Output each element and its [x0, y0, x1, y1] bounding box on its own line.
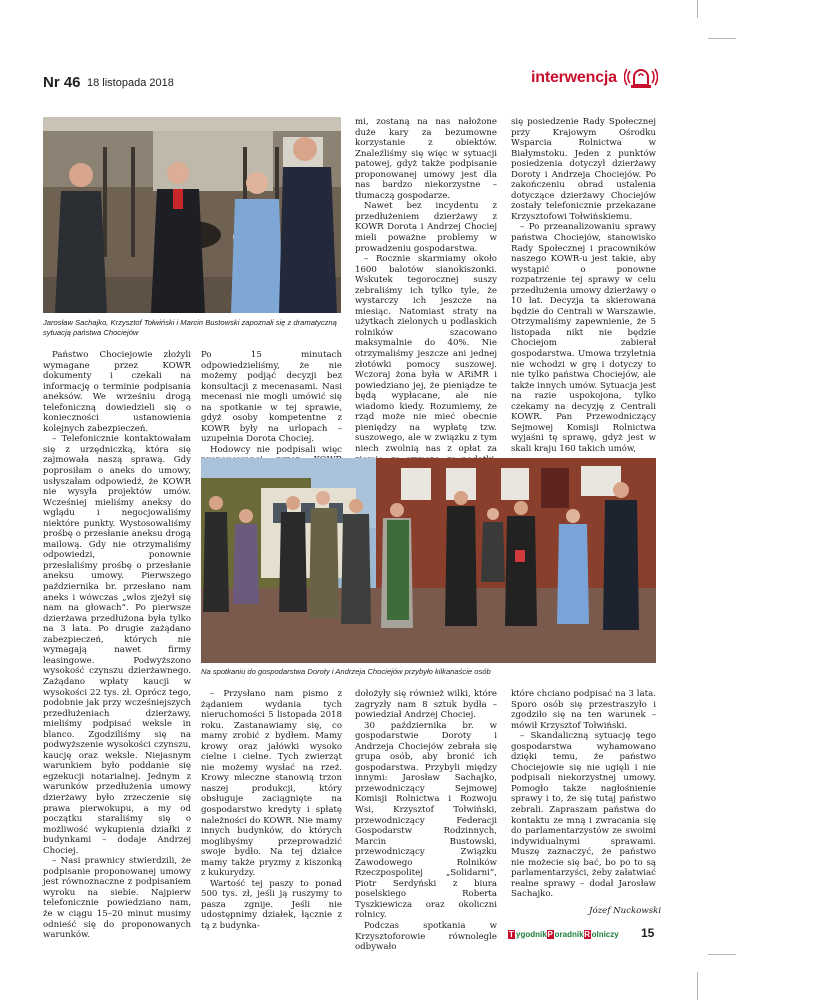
paragraph: – Rocznie skarmiamy około 1600 balotów sianokiszonki. Wskutek tegorocznej suszy zebraliśmy ich tylko tyle, że wystarczy ich jeszcze na miesiąc. Natomiast straty na użytkach zielonych u podlaskich rolników szacowano maksymalnie do 40%. Nie otrzymaliśmy jeszcze ani jednej złotówki pomocy suszowej. Wczoraj żona była w ARiMR i powiedziano jej, że pieniądze te będą wypłacane, ale nie wiadomo kiedy. Rozumiemy, że rząd może nie mieć obecnie pieniędzy na wypłatę tzw. suszowego, ale w związku z tym niech zwolnią nas z opłat za: [355, 254, 497, 454]
paragraph: 30 października br. w gospodarstwie Doroty i Andrzeja Chociejów zebrała się grupa osób, aby bronić ich gospodarstwa. Przybyli między innymi: Jarosław Sachajko, przewodniczący Sejmowej Komisji Rolnictwa i Rozwoju Wsi, Krzysztof Tołwiński, przewodniczący Federacji Gospodarstw Rodzinnych, Marcin Bustowski, przewodniczący Związku Zawodowego Rolników Rzeczpospolitej „Solidarni”, Piotr Serdyński z biura poselskiego Roberta Tyszkiewicza oraz okoliczni rolnicy.: [355, 720, 497, 921]
paragraph: – Po przeanalizowaniu sprawy państwa Chociejów, stanowisko Rady Społecznej i pracowników naszego KOWR-u jest takie, aby wystąpić o ponowne rozpatrzenie tej sprawy w celu przedłużenia umowy dzierżawy o 10 lat. Decyzja ta skierowana będzie do Centrali w Warszawie. Otrzymaliśmy zapewnienie, że 5 listopada nikt nie będzie Chociejom zabierał gospodarstwa. Umowa trzyletnia nie wchodzi w grę i dotyczy to nie tylko państwa Chociejów, ale także innych umów. Sytuacja jest na razie uspokojona, tylko czekamy na decyzję z Centrali KOWR. Pan Przewodniczący Sejmowej Komisji Rolnictwa wyjaśni tę sprawę, gdyż jest w skali kraju 160 takich umów,: [511, 222, 656, 454]
paragraph: Wartość tej paszy to ponad 500 tys. zł, jeśli ją ruszymy to pasza zgnije. Jeśli nie udostępnimy działek, łącznie z tą z budynka-: [201, 878, 342, 932]
paragraph: które chciano podpisać na 3 lata. Sporo osób się przestraszyło i zgodziło się na ten warunek – mówił Krzysztof Tołwiński.: [511, 689, 656, 731]
crop-mark: [697, 972, 698, 1000]
author-signature: Józef Nuckowski: [589, 906, 662, 916]
crop-mark: [708, 38, 736, 39]
photo-barn-meeting: [43, 117, 341, 313]
alarm-siren-icon: [624, 63, 658, 89]
issue-date: 18 listopada 2018: [87, 77, 174, 89]
paragraph: – Nasi prawnicy stwierdzili, że podpisanie proponowanej umowy jest równoznaczne z podpisaniem wyroku na siebie. Najpierw telefonicznie powiedziano nam, że w ciągu 15–20 minut musimy odnieść się do proponowanych warunków.: [43, 856, 191, 941]
paragraph: mi, zostaną na nas nałożone duże kary za bezumowne korzystanie z obiektów. Znaleźliśmy się więc w sytuacji patowej, gdyż także podpisanie proponowanej umowy jest dla nas bardzo niekorzystne – tłumaczą gospodarze.: [355, 117, 497, 201]
paragraph: dołożyły się również wilki, które zagryzły nam 8 sztuk bydła – powiedział Andrzej Chociej.: [355, 689, 497, 721]
article-column-3-bottom: [355, 689, 497, 953]
paragraph: Nawet bez incydentu z przedłużeniem dzierżawy z KOWR Dorota i Andrzej Chociej mieli poważne problemy w prowadzeniu gospodarstwa.: [355, 201, 497, 254]
photo-group-meeting: [201, 458, 656, 663]
page-number: 15: [641, 926, 655, 940]
article-column-4-bottom: [511, 689, 656, 900]
paragraph: – Przysłano nam pismo z żądaniem wydania tych nieruchomości 5 listopada 2018 roku. Zastanawiamy się, co mamy zrobić z bydłem. Mamy krowy oraz jałówki wysoko cielne i cielne. Tych zwierząt nie możemy wysłać na rzeź. Krowy mleczne stanowią trzon naszej produkcji, który obsługuje zaciągnięte na gospodarstwo kredyty i spłatę należności do KOWR. Nie mamy innych budynków, do których moglibyśmy przeprowadzić swoje bydło. Na tej działce mamy także pryzmy z kiszonką z kukurydzy.: [201, 689, 342, 879]
photo-caption-top: Jarosław Sachajko, Krzysztof Tołwiński i Marcin Bustowski zapoznali się z dramatyczną sytuacją państwa Chociejów: [43, 318, 337, 337]
article-column-1: [43, 350, 191, 941]
section-title: interwencja: [531, 69, 617, 86]
publication-logo: T ygodnikP oradnikR olniczy: [509, 930, 619, 939]
crop-mark: [708, 954, 736, 955]
article-column-3-top: [355, 117, 497, 476]
paragraph: się posiedzenie Rady Społecznej przy Krajowym Ośrodku Wsparcia Rolnictwa w Białymstoku. Jeden z punktów posiedzenia dotyczył dzierżawy Doroty i Andrzeja Chociejów. Po zakończeniu obrad ustalenia dotyczące dzierżawy Chociejów zostały telefonicznie przekazane Krzysztofowi Tołwińskiemu.: [511, 117, 656, 222]
paragraph: – Skandaliczną sytuację tego gospodarstwa wyhamowano dzięki temu, że państwo Chociejowie się nie ugięli i nie podpisali niekorzystnej umowy. Pomogło także nagłośnienie sprawy i to, że się tutaj państwo zebrali. Zapraszam państwa do kontaktu ze mną i zwracania się do parlamentarzystów ze swoimi indywidualnymi sprawami. Muszę zaznaczyć, że państwo nie możecie się bać, bo po to są parlamentarzyści, żeby załatwiać realne sprawy – dodał Jarosław Sachajko.: [511, 731, 656, 900]
paragraph: Podczas spotkania w Krzysztoforowie równolegle odbywało: [355, 921, 497, 953]
issue-number: Nr 46: [43, 74, 81, 91]
photo-caption-mid: Na spotkaniu do gospodarstwa Doroty i Andrzeja Chociejów przybyło kilkanaście osób: [201, 667, 491, 676]
paragraph: Po 15 minutach odpowiedzieliśmy, że nie możemy podjąć decyzji bez konsultacji z mecenasami. Nasi mecenasi nie mogli umówić się na spotkanie w tej sprawie, gdyż osoby kompetentne z KOWR były na urlopach – uzupełnia Dorota Chociej.: [201, 350, 342, 445]
paragraph: Hodowcy nie podpisali więc: [210, 444, 342, 455]
paragraph: – Telefonicznie kontaktowałam się z urzędniczką, która się zajmowała naszą sprawą. Gdy poprosiłam o aneks do umowy, usłyszałam odpowiedź, że KOWR nie wysyła projektów umów. Wcześniej mieliśmy aneksy do wglądu i negocjowaliśmy niektóre punkty. Wystosowaliśmy prośbę o przesłanie aneksu drogą mailową. Gdy nie otrzymaliśmy odpowiedzi, ponownie przesłaliśmy prośbę o przesłanie aneksu umowy. Pierwszego października br. przesłano nam aneks i wówczas „włos zjeżył się nam na głowach”. Po pierwsze dzierżawa przedłużona była tylko na 3 lata. Po drugie zażądano zabezpieczeń, których nie wymagają nawet firmy leasingowe. Podwyższono wysokość czynszu dzierżawnego. Zażądano wpłaty kaucji w wysokości 22 tys. zł. Oprócz tego, podobnie jak przy wcześniejszych przedłużeniach dzierżawy, mieliśmy podpisać weksle in blanco. Zgodziliśmy się na podwyższenie wysokości czynszu, kaucję oraz weksle. Niejasnym warunkiem było poddanie się egzekucji notarialnej. Jednym z warunków przedłużenia umowy dzierżawy było zrzeczenie się prawa pierwokupu, a my od początku staraliśmy się o możliwość wykupienia działki z budynkami – dodaje Andrzej Chociej.: [43, 434, 191, 856]
paragraph: Państwo Chociejowie złożyli wymagane przez KOWR dokumenty i czekali na informację o terminie podpisania aneksów. We wrześniu drogą telefoniczną dowiedzieli się o konieczności ustanowienia kolejnych zabezpieczeń.: [43, 350, 191, 434]
article-column-2-bottom: [201, 689, 342, 932]
crop-mark: [697, 0, 698, 18]
article-column-4-top: [511, 117, 656, 455]
